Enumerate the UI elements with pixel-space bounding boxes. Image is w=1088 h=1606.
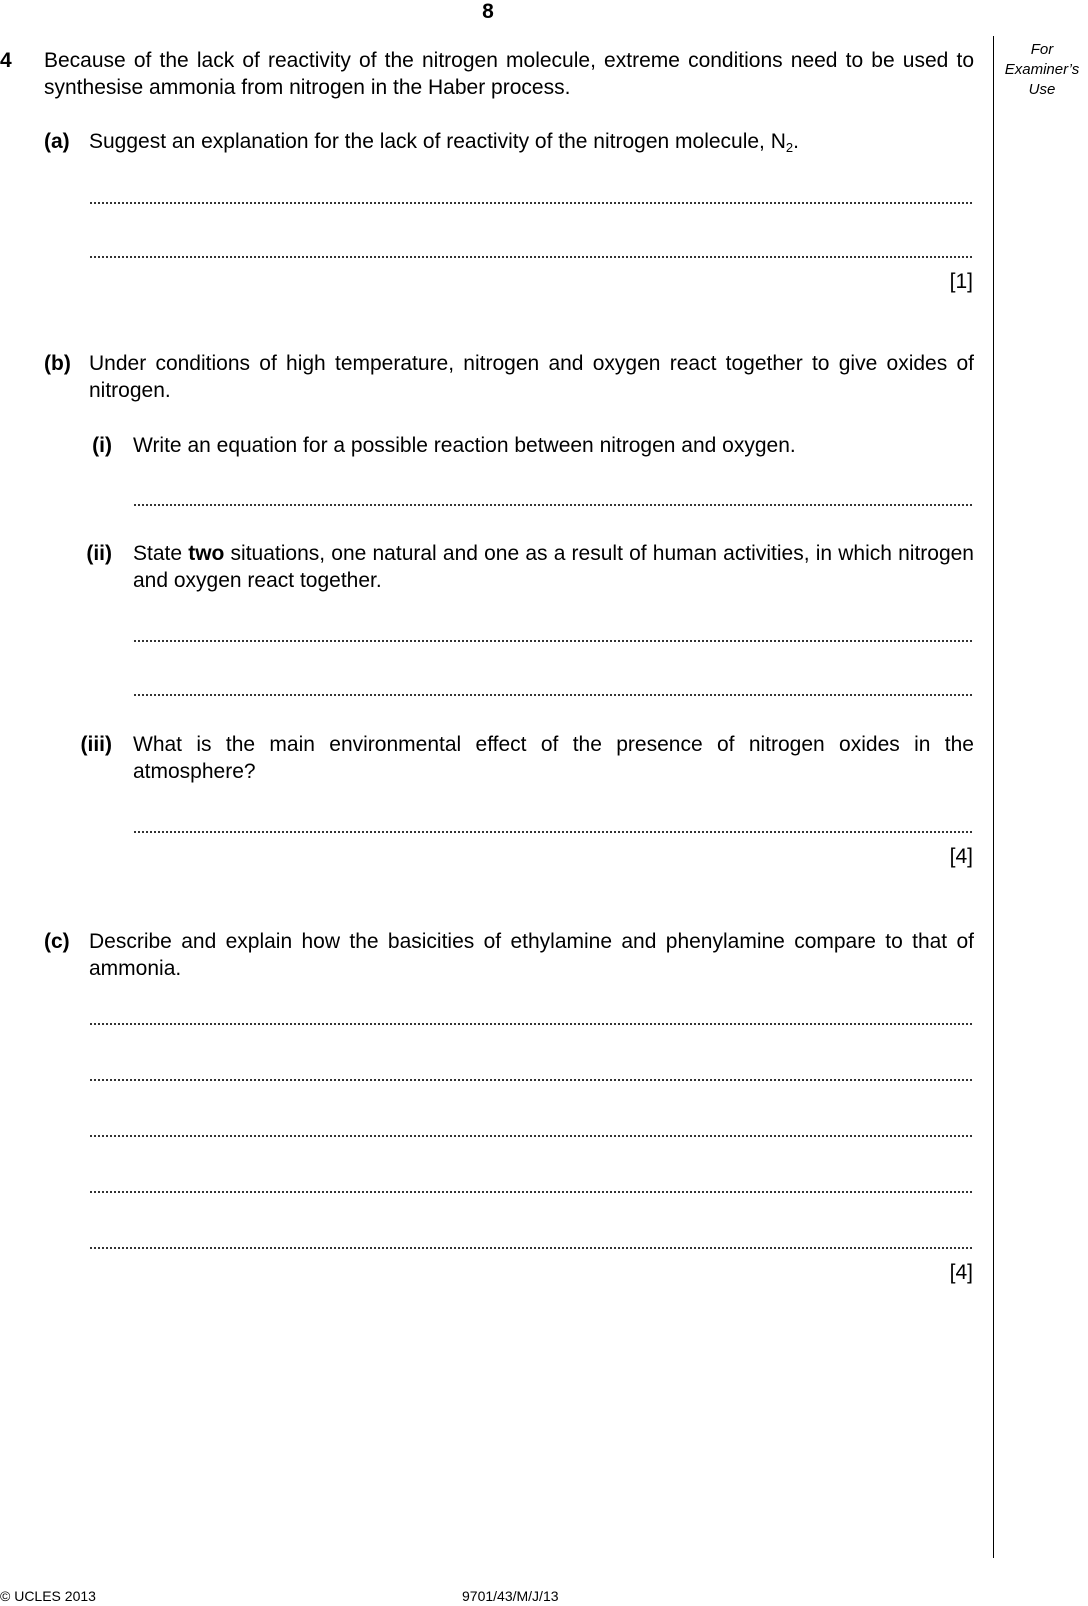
- examiner-margin-rule: [993, 36, 994, 1558]
- answer-line-a-2[interactable]: [89, 256, 973, 258]
- examiner-use-line-2: Examiner’s: [1004, 61, 1080, 78]
- part-c-label: (c): [44, 930, 70, 953]
- part-b-ii-bold: two: [188, 542, 225, 565]
- question-stem: Because of the lack of reactivity of the nitrogen molecule, extreme conditions need to be used to synthesise ammonia from nitrogen in the Haber process.: [44, 49, 974, 99]
- answer-line-a-1[interactable]: [89, 202, 973, 204]
- part-c-marks: [4]: [949, 1261, 973, 1284]
- answer-line-b-iii-1[interactable]: [133, 831, 973, 833]
- answer-line-b-i-1[interactable]: [133, 504, 973, 506]
- part-b-ii-label: (ii): [86, 542, 112, 565]
- page-number: 8: [482, 0, 494, 23]
- answer-line-c-2[interactable]: [89, 1079, 973, 1081]
- answer-line-c-5[interactable]: [89, 1247, 973, 1249]
- part-b-iii-label: (iii): [80, 733, 112, 756]
- part-b-i-label: (i): [92, 434, 112, 457]
- part-a-subscript: 2: [785, 140, 794, 155]
- footer-code: 9701/43/M/J/13: [462, 1588, 559, 1604]
- examiner-use-box: [996, 40, 1088, 100]
- examiner-use-line-1: For: [1030, 41, 1054, 58]
- answer-line-c-4[interactable]: [89, 1191, 973, 1193]
- part-b-label: (b): [44, 352, 71, 375]
- part-b-ii-text-end: situations, one natural and one as a result of human activities, in which nitrogen and oxygen react together.: [133, 542, 974, 592]
- part-a-text: [89, 128, 974, 155]
- part-b-marks: [4]: [949, 845, 973, 868]
- part-b-text: Under conditions of high temperature, nitrogen and oxygen react together to give oxides of nitrogen.: [89, 352, 974, 402]
- part-a-marks: [1]: [949, 270, 973, 293]
- answer-line-c-1[interactable]: [89, 1023, 973, 1025]
- question-number: 4: [0, 49, 12, 72]
- answer-line-b-ii-2[interactable]: [133, 694, 973, 696]
- part-a-label: (a): [44, 130, 70, 153]
- part-a-text-main: Suggest an explanation for the lack of reactivity of the nitrogen molecule, N: [89, 130, 786, 153]
- answer-line-b-ii-1[interactable]: [133, 640, 973, 642]
- part-a-text-end: .: [793, 130, 799, 153]
- part-c-text: Describe and explain how the basicities of ethylamine and phenylamine compare to that of ammonia.: [89, 930, 974, 980]
- examiner-use-line-3: Use: [1028, 81, 1056, 98]
- part-b-ii-text: [133, 540, 974, 594]
- footer-copyright: © UCLES 2013: [0, 1588, 96, 1604]
- part-b-iii-text: What is the main environmental effect of the presence of nitrogen oxides in the atmosphere?: [133, 733, 974, 783]
- part-b-ii-text-start: State: [133, 542, 189, 565]
- part-b-i-text: Write an equation for a possible reaction between nitrogen and oxygen.: [133, 434, 796, 457]
- answer-line-c-3[interactable]: [89, 1135, 973, 1137]
